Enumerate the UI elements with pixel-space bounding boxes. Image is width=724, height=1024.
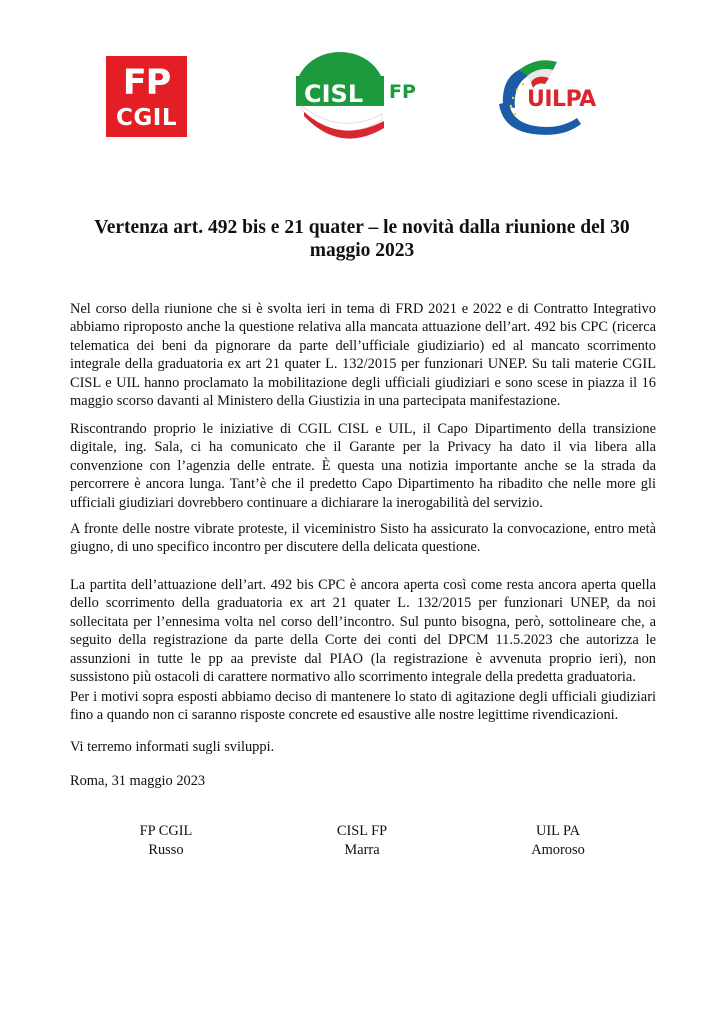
cisl-fp-logo-main: CISL	[304, 80, 364, 108]
signature-name: Marra	[344, 841, 380, 858]
paragraph-5: Per i motivi sopra esposti abbiamo deciso di mantenere lo stato di agitazione degli ufficiali giudiziari fino a quando non ci saranno risposte concrete ed esaustive alle nostre legittime rivendicazioni.	[70, 689, 656, 724]
signature-block	[292, 822, 432, 859]
uilpa-logo-text: UILPA	[527, 87, 596, 112]
uilpa-logo	[493, 54, 619, 138]
fp-cgil-logo-line2: CGIL	[116, 105, 177, 131]
document-date: Roma, 31 maggio 2023	[70, 773, 206, 789]
cisl-fp-logo-suffix: FP	[389, 81, 416, 103]
paragraph-1: Nel corso della riunione che si è svolta ieri in tema di FRD 2021 e 2022 e di Contratto Integrativo abbiamo riproposto anche la questione relativa alla mancata attuazione dell’art. 492 bis CPC (ricerca telematica dei beni da pignorare da parte dell’ufficiale giudiziario) ed al mancato scorrimento integrale della graduatoria ex art 21 quater L. 132/2015 per funzionari UNEP. Su tali materie CGIL CISL e UIL hanno proclamato la mobilitazione degli ufficiali giudiziari e sono scese in piazza il 16 maggio scorso davanti al Ministero della Giustizia in una partecipata manifestazione.	[70, 301, 656, 410]
document-title: Vertenza art. 492 bis e 21 quater – le novità dalla riunione del 30 maggio 2023	[94, 217, 630, 261]
fp-cgil-logo	[106, 56, 187, 137]
paragraph-2: Riscontrando proprio le iniziative di CGIL CISL e UIL, il Capo Dipartimento della transizione digitale, ing. Sala, ci ha comunicato che il Garante per la Privacy ha dato il via libera alla convenzione con l’agenzia delle entrate. È questa una notizia importante anche se la strada da percorrere è ancora lunga. Tant’è che il predetto Capo Dipartimento ha ribadito che nelle more gli ufficiali giudiziari dovrebbero continuare a dichiarare la inerogabilità del servizio.	[70, 421, 656, 511]
signature-name: Russo	[148, 841, 184, 858]
signature-name: Amoroso	[531, 841, 585, 858]
paragraph-4: La partita dell’attuazione dell’art. 492 bis CPC è ancora aperta così come resta ancora aperta quella dello scorrimento della graduatoria ex art 21 quater L. 132/2015 per funzionari UNEP, da noi sollecitata per l’ennesima volta nel corso dell’incontro. Sul punto bisogna, però, sottolineare che, a seguito della registrazione da parte della Corte dei conti del DPCM 11.5.2023 che autorizza le assunzioni in tutte le pp aa previste dal PIAO (la registrazione è avvenuta proprio ieri), non sussistono più ostacoli di carattere normativo allo scorrimento integrale della predetta graduatoria.	[70, 577, 656, 686]
signature-block	[488, 822, 628, 859]
fp-cgil-logo-line1: FP	[122, 63, 171, 103]
paragraph-6: Vi terremo informati sugli sviluppi.	[70, 739, 275, 755]
signature-org: CISL FP	[336, 823, 388, 839]
signature-org: FP CGIL	[139, 823, 193, 839]
signature-org: UIL PA	[535, 823, 581, 839]
signature-block	[96, 822, 236, 859]
cisl-fp-logo	[294, 50, 429, 142]
paragraph-3: A fronte delle nostre vibrate proteste, il viceministro Sisto ha assicurato la convocazione, entro metà giugno, di uno specifico incontro per discutere della delicata questione.	[70, 521, 656, 556]
